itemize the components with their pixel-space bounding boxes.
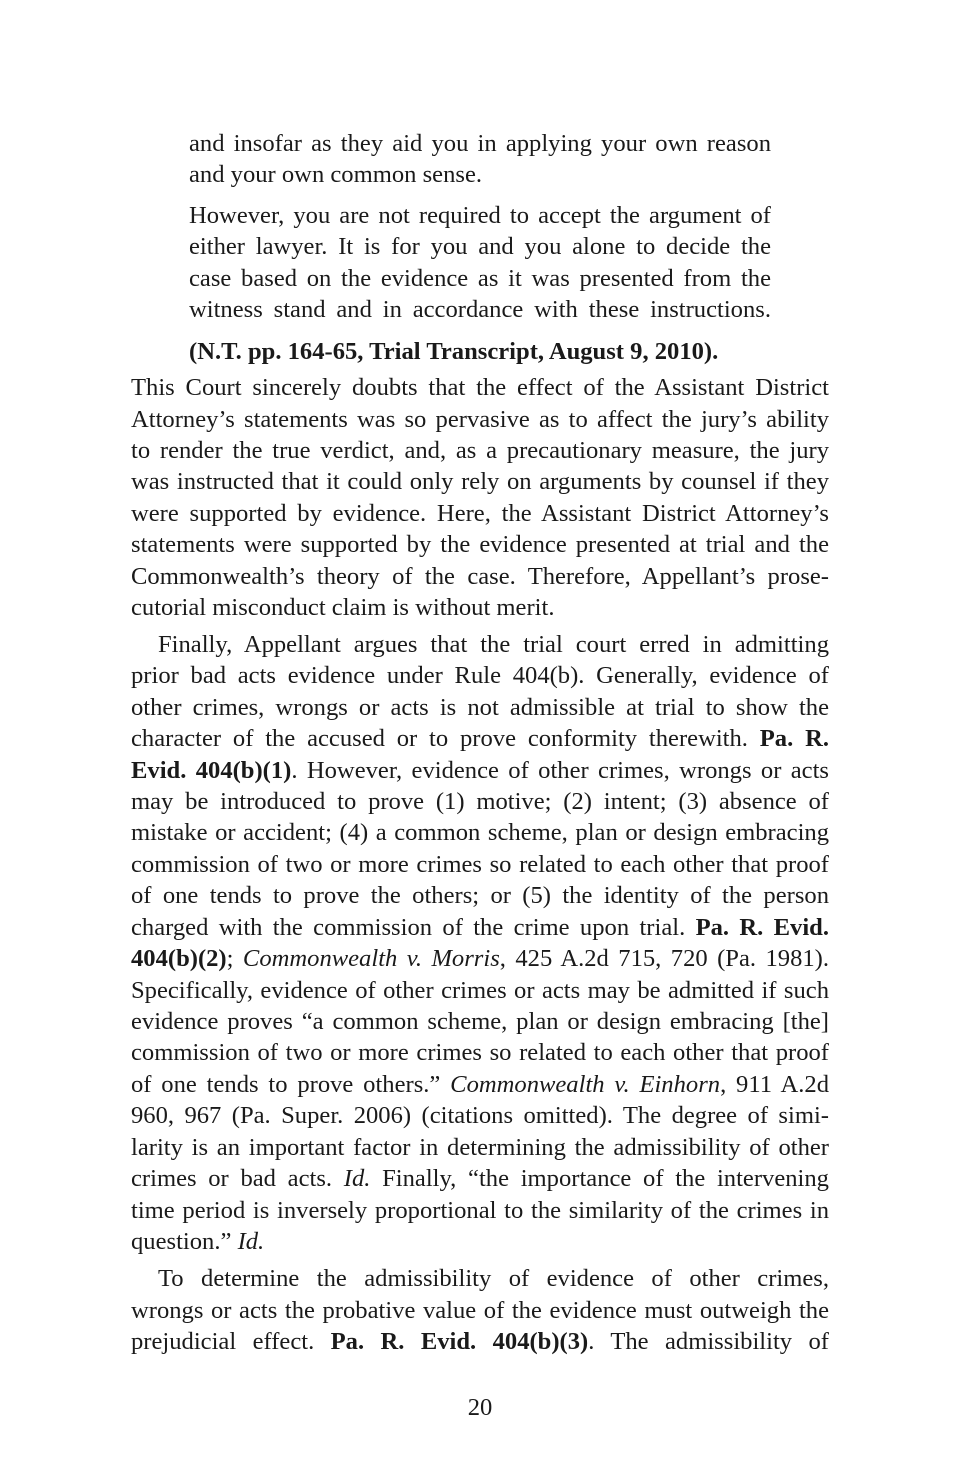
paragraph-line: Attorney’s statements was so pervasive as to affect the jury’s ability [131,406,829,433]
paragraph-line: larity is an important factor in determining the admissibility of other [131,1134,829,1161]
block-quote-line: However, you are not required to accept the argument of [189,202,771,229]
paragraph-line: This Court sincerely doubts that the effect of the Assistant District [131,374,829,401]
paragraph-line: Specifically, evidence of other crimes or acts may be admitted if such [131,977,829,1004]
line-text: prejudicial effect. [131,1328,315,1355]
line-text: , 425 A.2d 715, 720 (Pa. 1981). [499,945,830,972]
paragraph-line: 960, 967 (Pa. Super. 2006) (citations omitted). The degree of simi- [131,1102,829,1129]
case-reference: Id. [343,1165,371,1192]
paragraph-line [131,1326,829,1357]
rule-citation: Pa. R. [759,725,829,752]
line-text: , 911 A.2d [720,1071,829,1098]
case-name: Commonwealth v. Einhorn [450,1071,721,1098]
line-text: crimes or bad acts. [131,1165,333,1192]
rule-citation: Pa. R. Evid. [695,914,829,941]
rule-citation: Pa. R. Evid. 404(b)(3) [330,1328,589,1355]
paragraph-line: evidence proves “a common scheme, plan or design embracing [the] [131,1008,829,1035]
paragraph-line [131,1226,829,1257]
paragraph-line [131,755,829,786]
line-text: The admissibility of [610,1328,829,1355]
paragraph-line: wrongs or acts the probative value of the evidence must outweigh the [131,1297,829,1324]
transcript-citation: (N.T. pp. 164-65, Trial Transcript, August 9, 2010). [189,338,719,365]
page-number: 20 [467,1394,493,1421]
paragraph-line: was instructed that it could only rely on arguments by counsel if they [131,468,829,495]
block-quote-line: either lawyer. It is for you and you alone to decide the [189,233,771,260]
line-text: character of the accused or to prove conformity therewith. [131,725,748,752]
case-reference: Id. [237,1228,265,1255]
paragraph-line: commission of two or more crimes so related to each other that proof [131,1039,829,1066]
paragraph-line: statements were supported by the evidence presented at trial and the [131,531,829,558]
paragraph-line [131,943,829,974]
paragraph-line [131,1069,829,1100]
block-quote-line: and insofar as they aid you in applying your own reason [189,130,771,157]
line-text: charged with the commission of the crime upon trial. [131,914,686,941]
paragraph-line: Commonwealth’s theory of the case. Therefore, Appellant’s prose- [131,563,829,590]
line-text: ; [226,945,243,972]
paragraph-line: other crimes, wrongs or acts is not admissible at trial to show the [131,694,829,721]
paragraph-line: to render the true verdict, and, as a precautionary measure, the jury [131,437,829,464]
paragraph-line [131,1163,829,1194]
paragraph-line: To determine the admissibility of evidence of other crimes, [158,1265,829,1292]
block-quote-line: case based on the evidence as it was presented from the [189,265,771,292]
paragraph-line: may be introduced to prove (1) motive; (2) intent; (3) absence of [131,788,829,815]
rule-citation: Evid. 404(b)(1) [131,757,292,784]
paragraph-line: time period is inversely proportional to the similarity of the crimes in [131,1197,829,1224]
paragraph-line: cutorial misconduct claim is without merit. [131,594,555,621]
line-text: question.” [131,1228,232,1255]
line-text: . [588,1328,595,1355]
paragraph-line: Finally, Appellant argues that the trial court erred in admitting [158,631,829,658]
paragraph-line: of one tends to prove the others; or (5) the identity of the person [131,882,829,909]
line-text: of one tends to prove others.” [131,1071,441,1098]
paragraph-line: prior bad acts evidence under Rule 404(b). Generally, evidence of [131,662,829,689]
paragraph-line: mistake or accident; (4) a common scheme, plan or design embracing [131,819,829,846]
paragraph-line: were supported by evidence. Here, the Assistant District Attorney’s [131,500,829,527]
paragraph-line [131,723,829,754]
block-quote-line: witness stand and in accordance with these instructions. [189,296,771,323]
case-name: Commonwealth v. Morris [242,945,500,972]
rule-citation: 404(b)(2) [131,945,227,972]
paragraph-line [131,912,829,943]
block-quote-line: and your own common sense. [189,161,483,188]
line-text: . However, evidence of other crimes, wrongs or acts [291,757,829,784]
line-text: Finally, “the importance of the intervening [382,1165,829,1192]
paragraph-line: commission of two or more crimes so related to each other that proof [131,851,829,878]
